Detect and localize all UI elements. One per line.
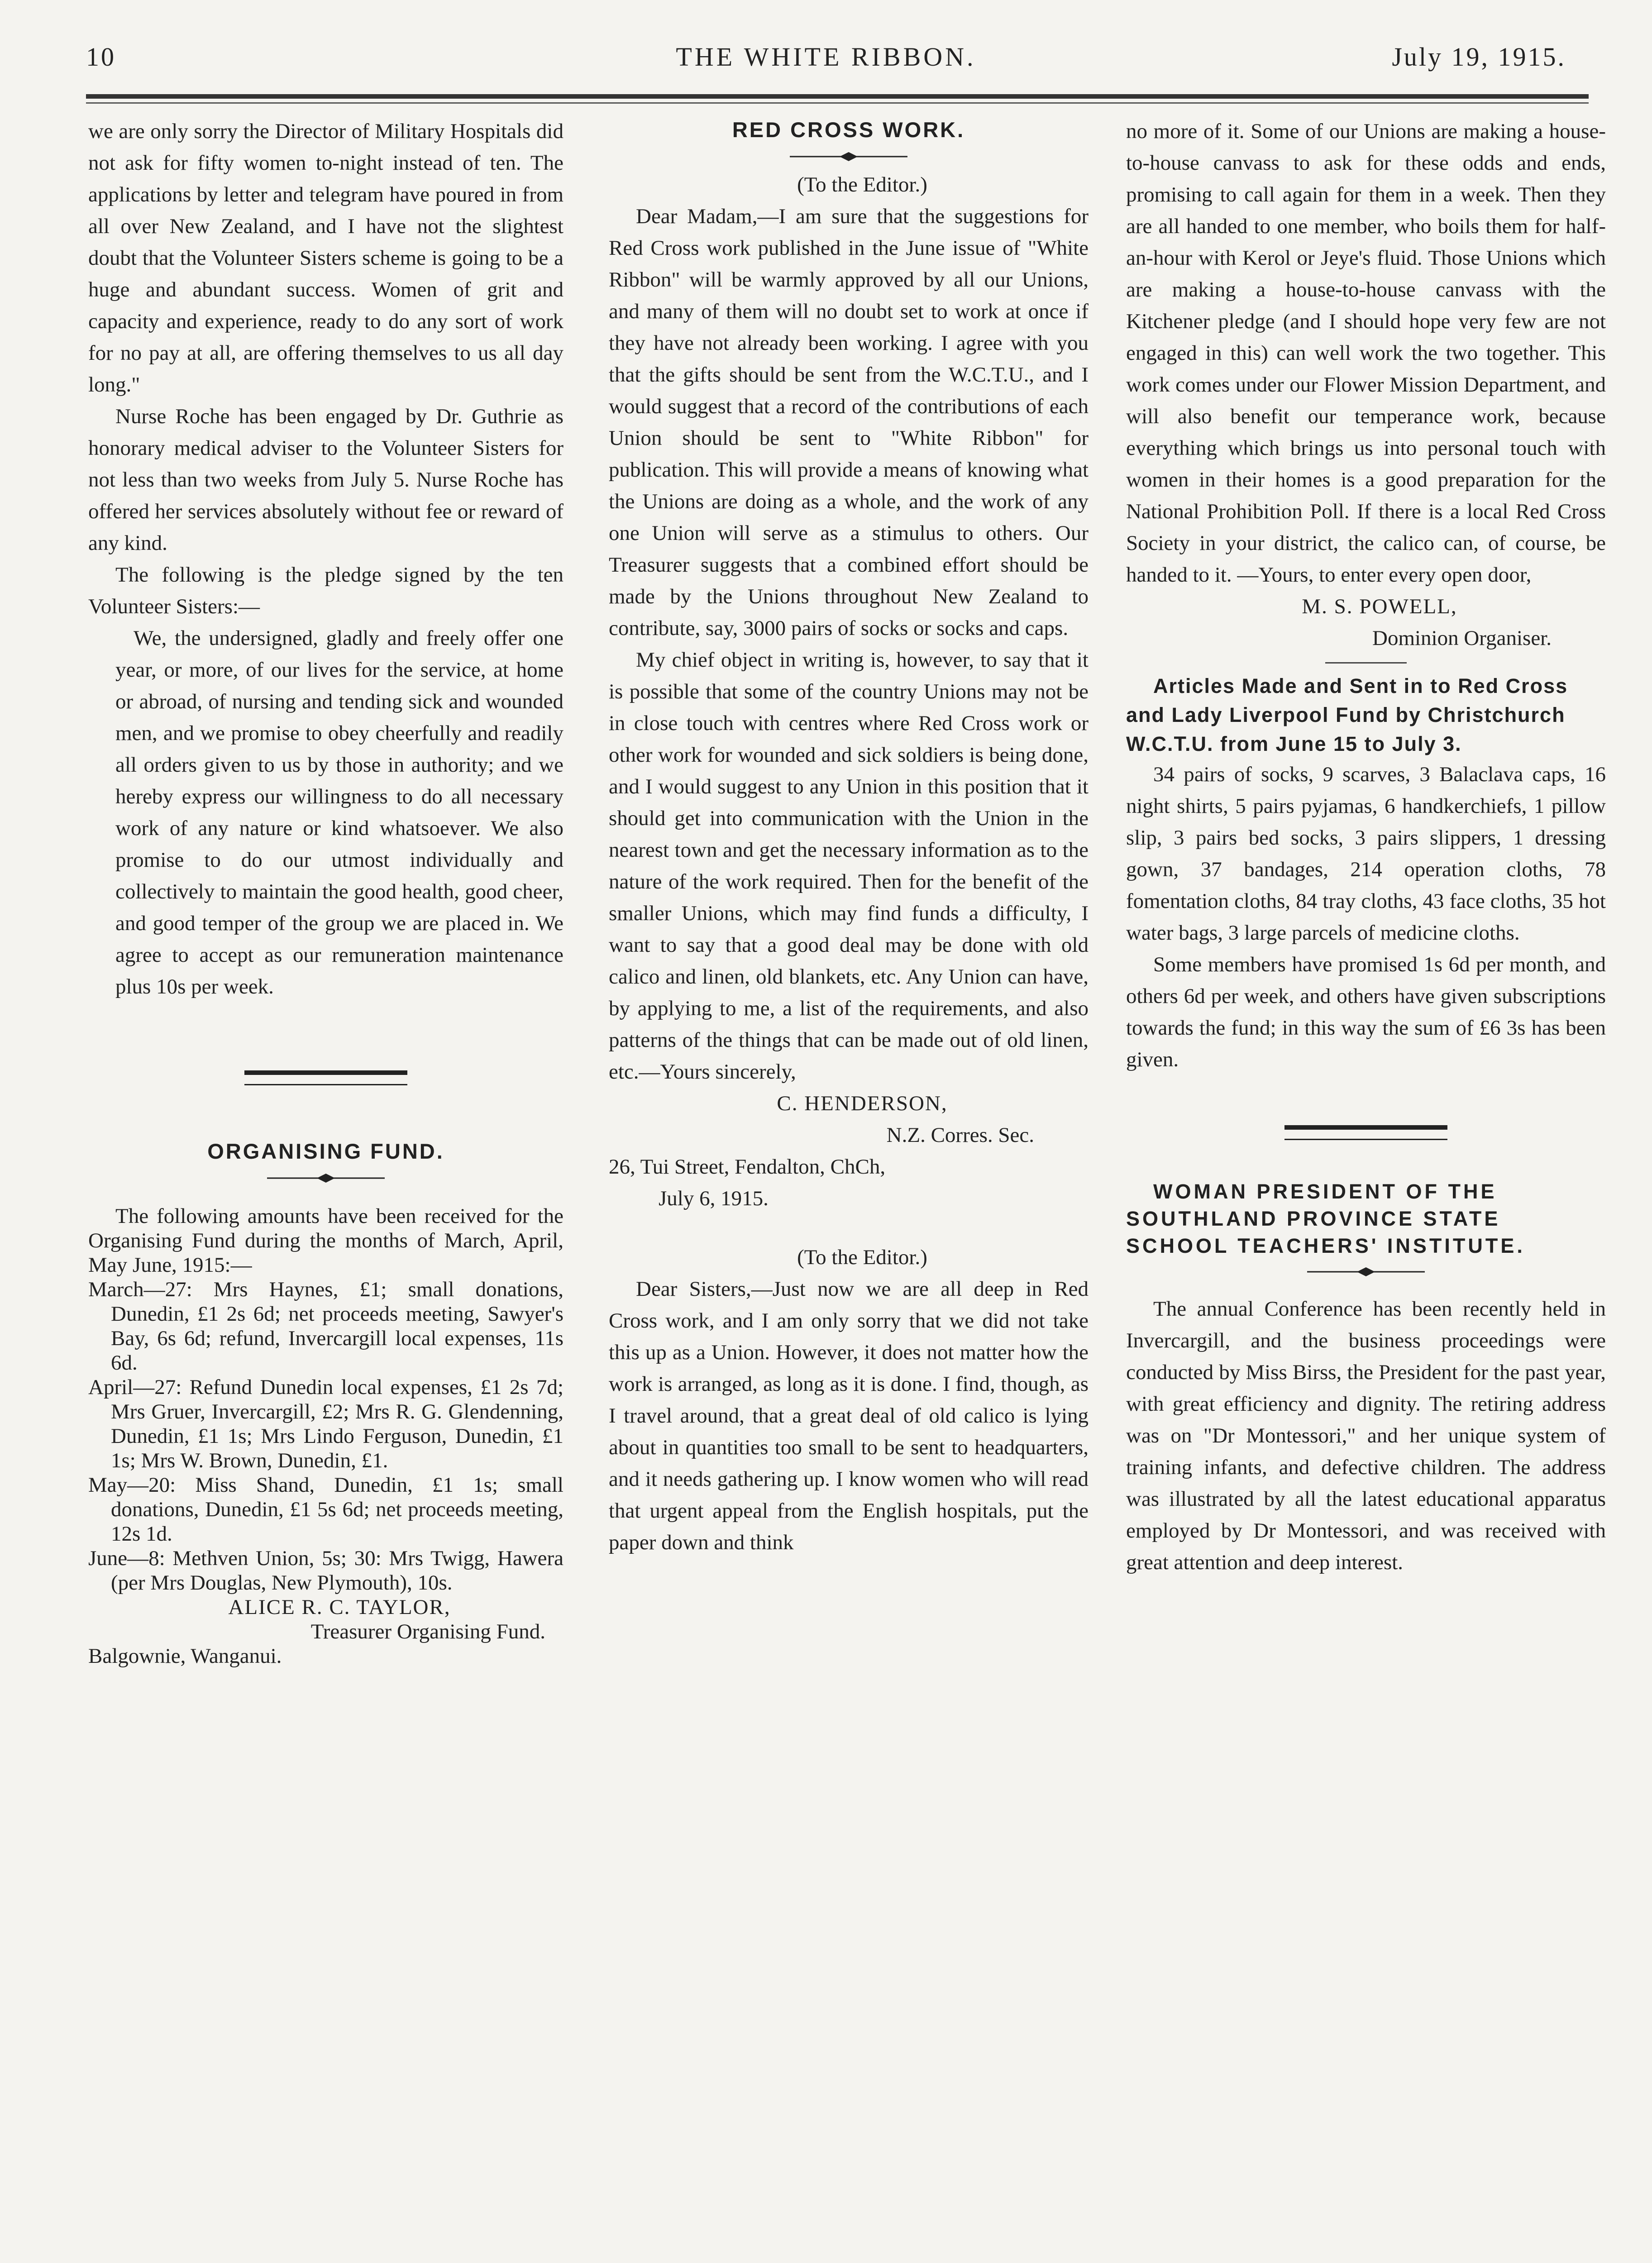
paragraph: Nurse Roche has been engaged by Dr. Guthrie as honorary medical adviser to the Volunteer Sisters for not less than two weeks from July 5. Nurse Roche has offered her services absolutely without fee or reward of any kind. — [88, 405, 563, 555]
section-divider — [244, 1070, 407, 1075]
spacer — [88, 1087, 563, 1137]
spacer — [1126, 1284, 1606, 1293]
woman-president-heading: WOMAN PRESIDENT OF THE SOUTHLAND PROVINCE STATE SCHOOL TEACHERS' INSTITUTE. — [1126, 1180, 1525, 1257]
section-divider — [1284, 1125, 1447, 1130]
diamond-rule-icon — [267, 1172, 385, 1184]
diamond-rule-icon — [790, 151, 907, 162]
paragraph: The following amounts have been received for the Organising Fund during the months of March, April, May June, 1915:— — [88, 1204, 563, 1277]
paragraph: My chief object in writing is, however, to say that it is possible that some of the country Unions may not be in close touch with centres where Red Cross work or other work for wounded and sick soldiers is being done, and I would suggest to any Union in this position that it should get into communication with the Union in the nearest town and get the necessary information as to the nature of the work required. Then for the benefit of the smaller Unions, which may find funds a difficulty, I want to say that a good deal may be done with old calico and linen, old blankets, etc. Any Union can have, by applying to me, a list of the requirements, and also patterns of the things that can be made out of old linen, etc.—Yours sincerely, — [609, 648, 1089, 1084]
signature-name: ALICE R. C. TAYLOR, — [228, 1595, 451, 1619]
diamond-rule-icon — [1307, 1266, 1425, 1278]
pledge-text: We, the undersigned, gladly and freely offer one year, or more, of our lives for the service, at home or abroad, of nursing and tending sick and wounded men, and we promise to obey cheerfully and readily all orders given to us by those in authority; and we hereby express our willingness to do all necessary work of any nature or kind whatsoever. We also promise to do our utmost individually and collectively to maintain the good health, good cheer, and good temper of the group we are placed in. We agree to accept as our remuneration maintenance plus 10s per week. — [115, 626, 563, 998]
signature-name: C. HENDERSON, — [777, 1092, 948, 1115]
column-1 — [88, 115, 563, 1668]
fund-entry: April—27: Refund Dunedin local expenses, £1 2s 7d; Mrs Gruer, Invercargill, £2; Mrs R. G. Glendenning, Dunedin, £1 1s; Mrs Lindo Ferguson, Dunedin, £1 1s; Mrs W. Brown, Dunedin, £1. — [88, 1375, 563, 1472]
page-number: 10 — [86, 42, 116, 72]
signature-place: Balgownie, Wanganui. — [88, 1644, 282, 1668]
page-header — [86, 42, 1566, 82]
pledge-block — [88, 622, 563, 1003]
articles-list: 34 pairs of socks, 9 scarves, 3 Balaclava caps, 16 night shirts, 5 pairs pyjamas, 6 handkerchiefs, 1 pillow slip, 3 pairs bed socks, 3 pairs slippers, 1 dressing gown, 37 bandages, 214 operation cloths, 78 fomentation cloths, 84 tray cloths, 43 face cloths, 35 hot water bags, 3 large parcels of medicine cloths. — [1126, 763, 1606, 945]
signature-role: Treasurer Organising Fund. — [310, 1620, 545, 1643]
red-cross-heading: RED CROSS WORK. — [732, 118, 965, 142]
signature-date: July 6, 1915. — [659, 1187, 769, 1210]
issue-date: July 19, 1915. — [1392, 42, 1566, 72]
fund-entry: June—8: Methven Union, 5s; 30: Mrs Twigg, Hawera (per Mrs Douglas, New Plymouth), 10s. — [88, 1547, 563, 1595]
publication-title: THE WHITE RIBBON. — [676, 42, 976, 72]
spacer — [1126, 1142, 1606, 1178]
paragraph: The annual Conference has been recently held in Invercargill, and the business proceedings were conducted by Miss Birss, the President for the past year, with great efficiency and dignity. The retiring address was on "Dr Montessori," and her unique system of training infants, and defective children. The address was illustrated by all the latest educational apparatus employed by Dr Montessori, and was received with great attention and deep interest. — [1126, 1297, 1606, 1574]
fund-entries — [88, 1277, 563, 1595]
to-editor-label: (To the Editor.) — [797, 1246, 927, 1269]
section-divider — [1325, 662, 1407, 664]
paragraph: we are only sorry the Director of Military Hospitals did not ask for fifty women to-night instead of ten. The applications by letter and telegram have poured in from all over New Zealand, and I have not the slightest doubt that the Volunteer Sisters scheme is going to be a huge and abundant success. Women of grit and capacity and experience, ready to do any sort of work for no pay at all, are offering themselves to us all day long." — [88, 119, 563, 396]
spacer — [88, 1190, 563, 1204]
fund-entry: March—27: Mrs Haynes, £1; small donations, Dunedin, £1 2s 6d; net proceeds meeting, Sawyer's Bay, 6s 6d; refund, Invercargill local expenses, 11s 6d. — [88, 1278, 563, 1375]
paragraph: The following is the pledge signed by the ten Volunteer Sisters:— — [88, 563, 563, 618]
signature-role: Dominion Organiser. — [1372, 626, 1552, 650]
to-editor-label: (To the Editor.) — [797, 173, 927, 196]
organising-fund-heading: ORGANISING FUND. — [207, 1139, 444, 1163]
paragraph: Some members have promised 1s 6d per month, and others 6d per week, and others have given subscriptions towards the fund; in this way the sum of £6 3s has been given. — [1126, 953, 1606, 1071]
spacer — [609, 1214, 1089, 1241]
spacer — [88, 1003, 563, 1061]
header-rule-thin — [86, 102, 1589, 104]
paragraph: no more of it. Some of our Unions are making a house-to-house canvass to ask for these odds and ends, promising to call again for them in a week. Then they are all handed to one member, who boils them for half-an-hour with Kerol or Jeye's fluid. Those Unions which are making a house-to-house canvass with the Kitchener pledge (and I should hope very few are not engaged in this) can well work the two together. This work comes under our Flower Mission Department, and will also benefit our temperance work, because everything which brings us into personal touch with women in their homes is a good preparation for the National Prohibition Poll. If there is a local Red Cross Society in your district, the calico can, of course, be handed to it. —Yours, to enter every open door, — [1126, 119, 1606, 587]
header-rule — [86, 94, 1589, 99]
paragraph: Dear Madam,—I am sure that the suggestions for Red Cross work published in the June issue of "White Ribbon" will be warmly approved by all our Unions, and many of them will no doubt set to work at once if they have not already been working. I agree with you that the gifts should be sent from the W.C.T.U., and I would suggest that a record of the contributions of each Union should be sent to "White Ribbon" for publication. This will provide a means of knowing what the Unions are doing as a whole, and the work of any one Union will serve as a stimulus to others. Our Treasurer suggests that a combined effort should be made by the Unions throughout New Zealand to contribute, say, 3000 pairs of socks or socks and caps. — [609, 205, 1089, 640]
signature-address: 26, Tui Street, Fendalton, ChCh, — [609, 1155, 886, 1179]
articles-heading: Articles Made and Sent in to Red Cross and Lady Liverpool Fund by Christchurch W.C.T.U. from June 15 to July 3. — [1126, 674, 1568, 755]
paragraph: Dear Sisters,—Just now we are all deep in Red Cross work, and I am only sorry that we did not take this up as a Union. However, it does not matter how the work is arranged, as long as it is done. I find, though, as I travel around, that a great deal of old calico is lying about in quantities too small to be sent to headquarters, and it needs gathering up. I know women who will read that urgent appeal from the English hospitals, put the paper down and think — [609, 1277, 1089, 1554]
column-3 — [1126, 115, 1606, 1578]
section-divider-thin — [244, 1084, 407, 1085]
section-divider-thin — [1284, 1139, 1447, 1140]
signature-name: M. S. POWELL, — [1302, 595, 1457, 618]
signature-role: N.Z. Corres. Sec. — [886, 1123, 1034, 1147]
fund-entry: May—20: Miss Shand, Dunedin, £1 1s; small donations, Dunedin, £1 5s 6d; net proceeds meeting, 12s 1d. — [88, 1473, 563, 1546]
column-2 — [609, 115, 1089, 1558]
spacer — [1126, 1075, 1606, 1116]
